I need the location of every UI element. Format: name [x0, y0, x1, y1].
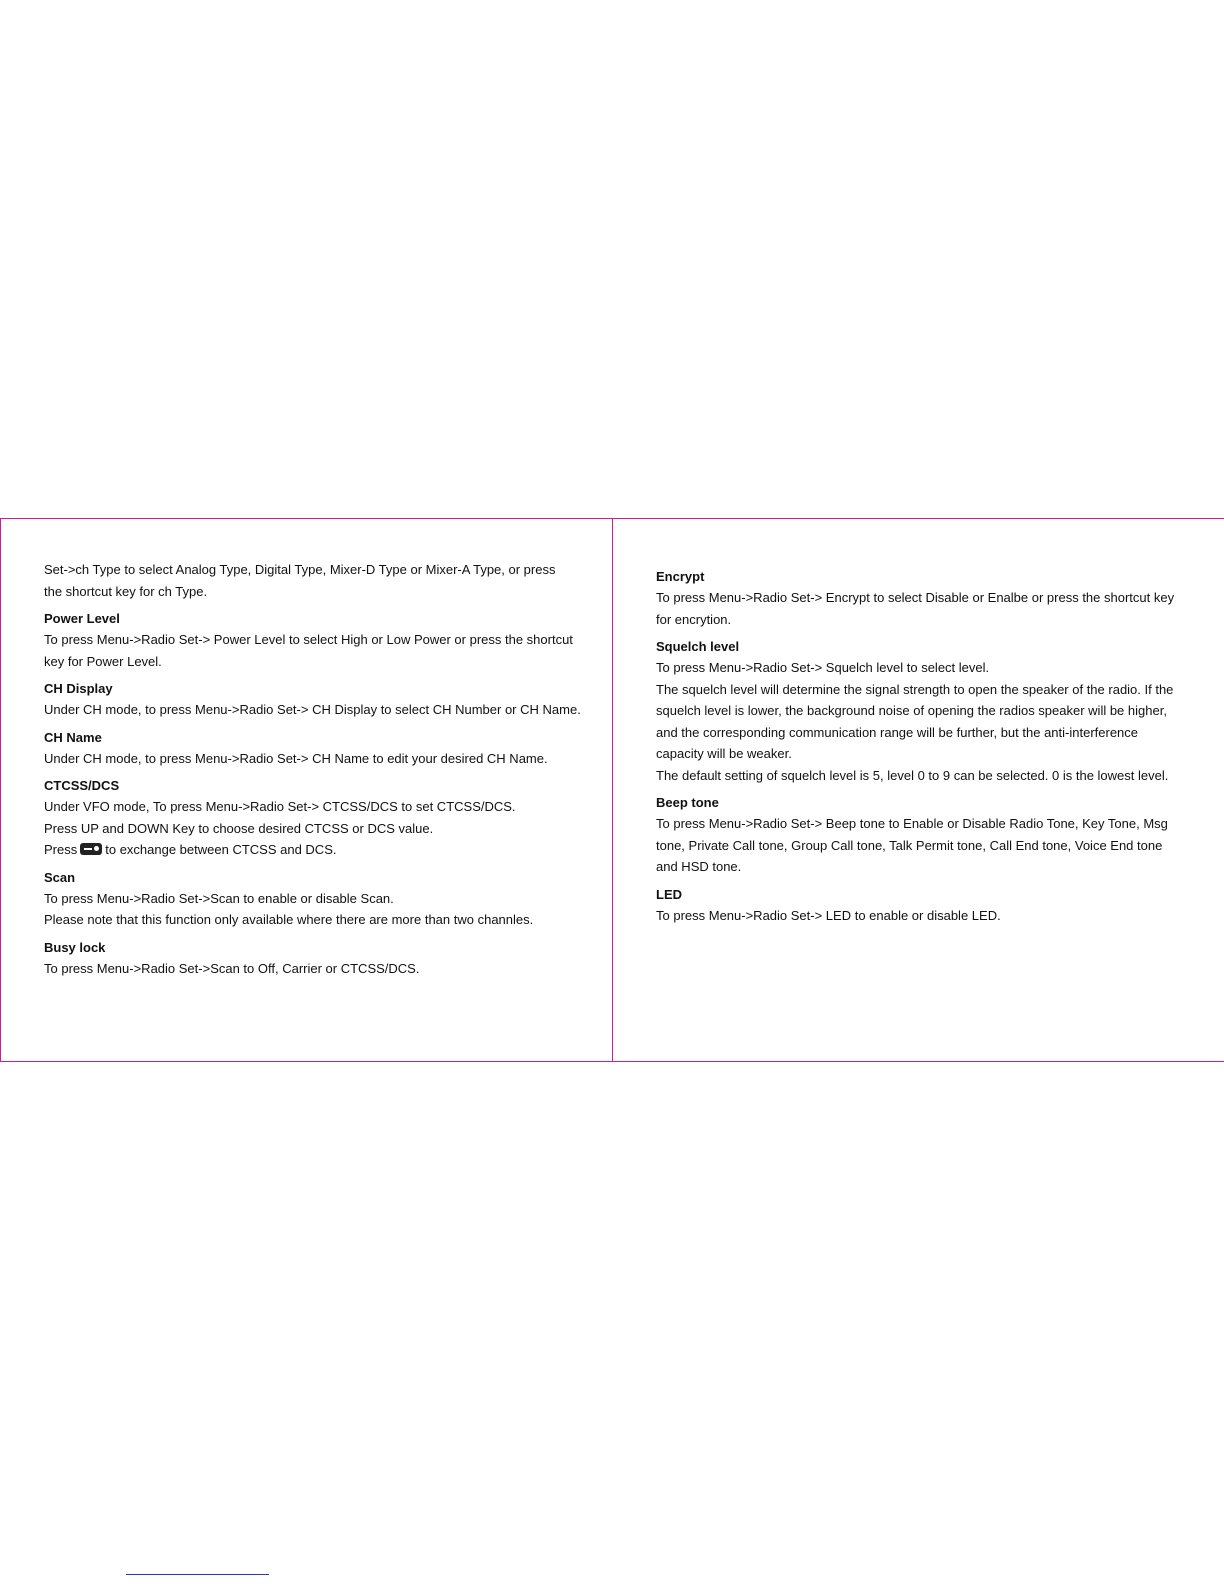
section-line: and the corresponding communication range will be further, but the anti-interference: [656, 724, 1139, 740]
section-squelch-level: [656, 636, 1196, 786]
section-heading: Power Level: [44, 611, 120, 626]
key-line-suffix: to exchange between CTCSS and DCS.: [105, 842, 337, 857]
section-ctcss-dcs: [44, 775, 589, 861]
section-line: To press Menu->Radio Set-> Squelch level to select level.: [656, 660, 990, 675]
section-line: Under CH mode, to press Menu->Radio Set-> CH Name to edit your desired CH Name.: [44, 750, 548, 766]
intro-line: Set->ch Type to select Analog Type, Digital Type, Mixer-D Type or Mixer-A Type, or press: [44, 562, 556, 577]
section-scan: [44, 867, 589, 931]
section-line: To press Menu->Radio Set-> Encrypt to select Disable or Enalbe or press the shortcut key: [656, 590, 1175, 605]
right-page: [656, 519, 1196, 1061]
key-line-prefix: Press: [44, 842, 78, 857]
section-line: Please note that this function only available where there are more than two channles.: [44, 912, 534, 927]
section-heading: Scan: [44, 869, 76, 885]
section-led: [656, 884, 1196, 927]
section-line: Under CH mode, to press Menu->Radio Set-> CH Display to select CH Number or CH Name.: [44, 702, 581, 717]
section-busy-lock: [44, 937, 589, 980]
section-line: capacity will be weaker.: [656, 746, 792, 761]
section-beep-tone: [656, 792, 1196, 878]
section-line: The squelch level will determine the signal strength to open the speaker of the radio. If the: [656, 681, 1174, 697]
left-page: [44, 519, 589, 1061]
section-power-level: [44, 608, 589, 672]
side-key-icon: [80, 843, 102, 855]
section-line: To press Menu->Radio Set-> Beep tone to Enable or Disable Radio Tone, Key Tone, Msg: [656, 816, 1168, 831]
section-line: and HSD tone.: [656, 859, 742, 874]
intro-section: [44, 559, 589, 602]
section-line: Press UP and DOWN Key to choose desired CTCSS or DCS value.: [44, 820, 434, 836]
section-encrypt: [656, 566, 1196, 630]
section-heading: Busy lock: [44, 939, 106, 955]
section-line: squelch level is lower, the background noise of opening the radios speaker will be higher,: [656, 703, 1167, 718]
section-heading: CTCSS/DCS: [44, 778, 120, 793]
section-ch-display: [44, 678, 589, 721]
footer-rule: [126, 1574, 269, 1575]
section-line: To press Menu->Radio Set-> LED to enable or disable LED.: [656, 907, 1001, 923]
section-line: To press Menu->Radio Set->Scan to enable or disable Scan.: [44, 890, 394, 906]
section-ch-name: [44, 727, 589, 770]
section-line: Under VFO mode, To press Menu->Radio Set-> CTCSS/DCS to set CTCSS/DCS.: [44, 799, 516, 814]
section-heading: CH Name: [44, 729, 102, 745]
section-heading: Encrypt: [656, 569, 705, 584]
section-line: To press Menu->Radio Set->Scan to Off, Carrier or CTCSS/DCS.: [44, 960, 420, 976]
section-line: The default setting of squelch level is 5, level 0 to 9 can be selected. 0 is the lowest level.: [656, 767, 1169, 783]
section-line: To press Menu->Radio Set-> Power Level to select High or Low Power or press the shortcut: [44, 632, 573, 647]
section-heading: CH Display: [44, 681, 113, 696]
section-line: for encrytion.: [656, 611, 732, 627]
section-heading: LED: [656, 886, 682, 902]
section-line: tone, Private Call tone, Group Call tone, Talk Permit tone, Call End tone, Voice End tone: [656, 837, 1163, 853]
section-heading: Squelch level: [656, 639, 740, 654]
intro-line: the shortcut key for ch Type.: [44, 583, 208, 599]
section-heading: Beep tone: [656, 795, 719, 810]
section-line: key for Power Level.: [44, 653, 162, 669]
section-line-with-key: [44, 839, 589, 861]
manual-spread: [0, 518, 1224, 1062]
page-divider: [612, 519, 613, 1061]
